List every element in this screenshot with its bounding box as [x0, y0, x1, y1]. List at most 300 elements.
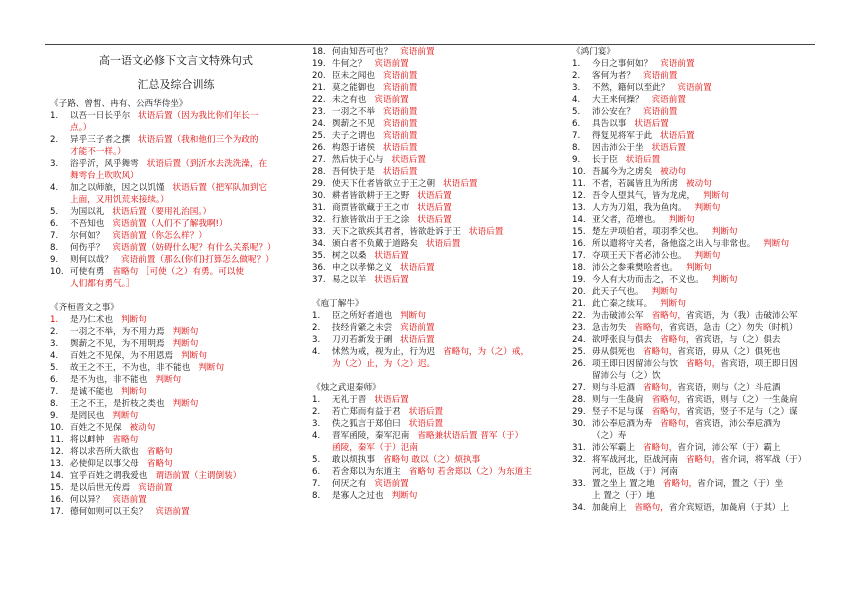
sentence-text: 人方为刀俎，我为鱼肉。	[592, 203, 687, 213]
sentence-pattern: 判断句	[391, 491, 418, 501]
sentence-text: 臣未之闻也	[332, 71, 375, 81]
item-number: 9.	[50, 411, 59, 421]
sentence-text: 行旅皆欲出于王之涂	[332, 215, 410, 225]
item-number: 15.	[50, 483, 64, 493]
sentence-explanation: 省介词，沛公军（于）霸上	[677, 443, 781, 453]
list-item	[572, 406, 834, 418]
sentence-text: 长于臣	[592, 155, 618, 165]
item-number: 19.	[572, 275, 586, 285]
list-item	[572, 250, 834, 262]
sentence-text: 楚左尹项伯者，项羽季父也。	[592, 227, 704, 237]
list-item	[50, 350, 302, 362]
section-title: 《烛之武退秦师》	[312, 383, 381, 393]
list-item	[572, 286, 834, 298]
sentence-pattern: 状语后置（因为我比你们年长一	[138, 111, 259, 121]
sentence-explanation: 省宾语，为（我）击破沛公军	[685, 311, 798, 321]
item-number: 18.	[312, 47, 326, 57]
sentence-pattern: 才能不一样。）	[70, 147, 126, 157]
column-1	[50, 46, 302, 518]
sentence-text: 吾何快于是	[332, 167, 375, 177]
item-number: 1.	[50, 111, 59, 121]
list-item	[50, 266, 302, 278]
item-number: 20.	[572, 287, 586, 297]
sentence-pattern: 判断句	[400, 311, 426, 321]
sentence-pattern: 宾语前置	[382, 83, 418, 93]
list-item	[50, 338, 302, 350]
list-item	[572, 238, 834, 250]
sentence-explanation: 省宾语，与（之）俱去	[694, 335, 781, 345]
item-number: 28.	[572, 395, 586, 405]
list-item	[50, 230, 302, 242]
list-item	[312, 106, 564, 118]
list-item	[572, 226, 834, 238]
sentence-text: 毋从俱死也	[592, 347, 635, 357]
sentence-pattern: 判断句	[763, 239, 790, 249]
list-item	[572, 502, 834, 514]
item-number: 4.	[312, 347, 321, 357]
sentence-text: 无礼于晋	[332, 395, 367, 405]
sentence-text: 所以遣将守关者，备他盗之出入与非常也。	[592, 239, 756, 249]
sentence-text: 未之有也	[332, 95, 367, 105]
list-item	[50, 134, 302, 146]
item-number: 18.	[572, 263, 586, 273]
item-number: 5.	[50, 363, 59, 373]
section-title: 《齐桓晋文之事》	[50, 303, 119, 313]
sentence-pattern: 省略句，	[634, 503, 669, 513]
item-number: 6.	[50, 219, 59, 229]
sentence-pattern: 宾语前置	[112, 495, 147, 505]
item-number: 2.	[312, 323, 321, 333]
sentence-pattern: 为（之）止，为（之）迟。	[332, 359, 436, 369]
item-number: 34.	[572, 503, 586, 513]
item-number: 33.	[572, 479, 586, 489]
sentence-pattern: 状语后置	[417, 203, 452, 213]
sentence-text: 牛何之？	[332, 59, 367, 69]
item-number: 2.	[50, 327, 59, 337]
sentence-pattern: 省略句，	[642, 347, 678, 357]
list-item	[572, 334, 834, 346]
list-item	[50, 386, 302, 398]
list-item	[50, 278, 302, 290]
list-item	[312, 322, 564, 334]
sentence-text: 吾令人望其气，皆为龙虎，	[592, 191, 696, 201]
sentence-text: 必使仰足以事父母	[70, 459, 139, 469]
item-number: 17.	[572, 251, 586, 261]
sentence-text: 何由知吾可也？	[332, 47, 393, 57]
list-item	[572, 178, 834, 190]
list-item	[572, 358, 834, 370]
list-item	[50, 470, 302, 482]
sentence-pattern: 判断句	[711, 227, 738, 237]
sentence-text: 德何如则可以王矣？	[70, 507, 148, 517]
item-number: 10.	[50, 267, 64, 277]
list-item	[312, 490, 564, 502]
list-item	[572, 454, 834, 466]
item-number: 10.	[572, 167, 586, 177]
sentence-explanation: 省介词，置之（于）坐	[697, 479, 784, 489]
sentence-text: 是罔民也	[70, 411, 105, 421]
list-item	[572, 298, 834, 310]
list-item	[572, 310, 834, 322]
list-item	[312, 394, 564, 406]
sentence-text: 得复见将军于此	[592, 131, 653, 141]
item-number: 13.	[50, 459, 64, 469]
sentence-text: 百姓之不见保，为不用恩焉	[70, 351, 174, 361]
list-item	[312, 214, 564, 226]
sentence-pattern: 宾语前置	[138, 483, 173, 493]
list-item	[572, 130, 834, 142]
item-number: 32.	[572, 455, 586, 465]
sentence-text: 因击沛公于坐	[592, 143, 644, 153]
sentence-text: 天下之欲疾其君者，皆欲赴诉于王	[332, 227, 461, 237]
sentence-text: 置之坐上 置之地	[592, 479, 655, 489]
sentence-text: 亚父者，范增也。	[592, 215, 661, 225]
sentence-text: 沛公军霸上	[592, 443, 635, 453]
sentence-text: 异乎三子者之撰	[70, 135, 131, 145]
sentence-text: 具告以事	[592, 119, 627, 129]
item-number: 1.	[572, 59, 581, 69]
sentence-text: 刀刃若新发于硎	[332, 335, 393, 345]
item-number: 36.	[312, 263, 326, 273]
item-number: 30.	[312, 191, 326, 201]
sentence-text: 敢以烦执事	[332, 455, 375, 465]
item-number: 32.	[312, 215, 326, 225]
list-item	[572, 346, 834, 358]
sentence-pattern: 判断句	[651, 287, 678, 297]
list-item	[572, 190, 834, 202]
list-item	[50, 158, 302, 170]
list-item	[50, 374, 302, 386]
sentence-text: 项王即日因留沛公与饮	[592, 359, 678, 369]
sentence-text: 今日之事何如？	[592, 59, 653, 69]
sentence-pattern: 省略句，	[642, 443, 678, 453]
item-number: 7.	[50, 231, 59, 241]
item-number: 34.	[312, 239, 326, 249]
list-item	[572, 394, 834, 406]
sentence-pattern: 宾语前置	[374, 479, 409, 489]
sentence-pattern: 状语后置	[374, 275, 409, 285]
sentence-text: 尔何如？	[70, 231, 105, 241]
sentence-pattern: 点。）	[70, 123, 92, 133]
list-item	[312, 358, 564, 370]
item-number: 27.	[572, 383, 586, 393]
sentence-text: 莫之能御也	[332, 83, 375, 93]
section-title: 《子路、曾皙、冉有、公西华侍坐》	[50, 99, 188, 109]
list-item	[572, 166, 834, 178]
top-rule	[45, 44, 815, 45]
item-number: 26.	[312, 143, 326, 153]
list-item	[312, 454, 564, 466]
list-item	[312, 130, 564, 142]
sentence-pattern: 状语后置	[400, 263, 435, 273]
list-item	[572, 466, 834, 478]
sentence-pattern: 状语后置	[417, 191, 452, 201]
sentence-pattern: 判断句	[172, 327, 199, 337]
item-number: 1.	[312, 311, 321, 321]
list-item	[572, 418, 834, 430]
list-item	[50, 494, 302, 506]
list-item	[312, 94, 564, 106]
sentence-pattern: 状语后置（我和他们三个为政的	[138, 135, 259, 145]
list-item	[50, 326, 302, 338]
sentence-text: 申之以孝悌之义	[332, 263, 393, 273]
sentence-pattern: 宾语前置（人们不了解我啊!）	[112, 219, 228, 229]
sentence-text: 加之以师旅，因之以饥馑	[70, 183, 165, 193]
item-number: 20.	[312, 71, 326, 81]
sentence-text: 怵然为戒，视为止，行为迟	[332, 347, 436, 357]
sentence-text: 加彘肩上	[592, 503, 627, 513]
sentence-text: 可使有勇	[70, 267, 105, 277]
list-item	[50, 410, 302, 422]
sentence-text: 为国以礼	[70, 207, 105, 217]
sentence-pattern: 省略句，	[660, 335, 695, 345]
sentence-text: 颁白者不负戴于道路矣	[332, 239, 418, 249]
sentence-pattern: 宾语前置	[642, 107, 678, 117]
sentence-pattern: 判断句	[155, 375, 182, 385]
sentence-text: 吾属今为之虏矣	[592, 167, 653, 177]
sentence-text: 则与一生彘肩	[592, 395, 644, 405]
sentence-text: 不然，籍何以至此？	[592, 83, 670, 93]
sentence-pattern: 宾语前置	[400, 323, 435, 333]
item-number: 3.	[312, 419, 321, 429]
column-2	[312, 46, 564, 502]
item-number: 17.	[50, 507, 64, 517]
sentence-explanation: 省介词，将军战（于）	[720, 455, 807, 465]
sentence-explanation: （之）寿	[592, 431, 627, 441]
sentence-pattern: 舞雩台上吹吹风）	[70, 171, 139, 181]
sentence-text: 则与斗卮酒	[592, 383, 635, 393]
item-number: 22.	[312, 95, 326, 105]
sentence-pattern: 省略句，	[685, 455, 721, 465]
sentence-text: 若舍郑以为东道主	[332, 467, 401, 477]
list-item	[572, 262, 834, 274]
item-number: 37.	[312, 275, 326, 285]
item-number: 3.	[312, 335, 321, 345]
sentence-pattern: 函陵，秦军（于）氾南	[332, 443, 418, 453]
item-number: 7.	[572, 131, 581, 141]
list-item	[312, 418, 564, 430]
item-number: 3.	[572, 83, 581, 93]
item-number: 4.	[50, 351, 59, 361]
sentence-list	[50, 314, 302, 518]
list-item	[50, 254, 302, 266]
sentence-pattern: 状语后置	[625, 155, 661, 165]
item-number: 12.	[572, 191, 586, 201]
sentence-text: 技经肯綮之未尝	[332, 323, 393, 333]
list-item	[50, 398, 302, 410]
list-item	[50, 314, 302, 326]
sentence-list	[312, 46, 564, 286]
sentence-text: 将军战河北，臣战河南	[592, 455, 678, 465]
list-item	[312, 274, 564, 286]
list-item	[572, 58, 834, 70]
list-item	[50, 146, 302, 158]
sentence-pattern: 状语后置	[468, 227, 504, 237]
list-item	[572, 70, 834, 82]
column-3	[572, 46, 834, 514]
list-item	[572, 202, 834, 214]
sentence-explanation: 省宾语，竖子不足与（之）谋	[685, 407, 798, 417]
item-number: 24.	[312, 119, 326, 129]
sentence-text: 不者，若属皆且为所虏	[592, 179, 678, 189]
document-title: 高一语文必修下文言文特殊句式	[99, 54, 253, 67]
sentence-text: 何伤乎？	[70, 243, 105, 253]
list-item	[50, 422, 302, 434]
item-number: 27.	[312, 155, 326, 165]
sentence-text: 佚之狐言于郑伯曰	[332, 419, 401, 429]
list-item	[312, 310, 564, 322]
sentence-text: 易之以羊	[332, 275, 367, 285]
item-number: 11.	[572, 179, 586, 189]
sentence-pattern: 宾语前置	[400, 47, 435, 57]
sentence-text: 是以后世无传焉	[70, 483, 131, 493]
list-item	[572, 490, 834, 502]
sentence-text: 舆薪之不见	[332, 119, 375, 129]
sentence-pattern: 状语后置	[634, 119, 669, 129]
list-item	[572, 214, 834, 226]
sentence-list	[572, 58, 834, 514]
sentence-text: 以吾一日长乎尔	[70, 111, 131, 121]
sentence-pattern: 省略句 若舍郑以（之）为东道主	[408, 467, 532, 477]
sentence-pattern: 状语后置	[382, 167, 418, 177]
item-number: 31.	[572, 443, 586, 453]
item-number: 5.	[312, 455, 321, 465]
sentence-text: 欲呼张良与俱去	[592, 335, 653, 345]
item-number: 6.	[572, 119, 581, 129]
item-number: 35.	[312, 251, 326, 261]
item-number: 28.	[312, 167, 326, 177]
sentence-pattern: 省略兼状语后置 晋军（于）	[417, 431, 524, 441]
item-number: 11.	[50, 435, 64, 445]
sentence-text: 不吾知也	[70, 219, 105, 229]
list-item	[312, 478, 564, 490]
list-item	[50, 218, 302, 230]
sentence-pattern: 宾语前置	[382, 71, 418, 81]
sentence-text: 构怨于诸侯	[332, 143, 375, 153]
sentence-pattern: 判断句	[120, 387, 147, 397]
list-item	[572, 370, 834, 382]
list-item	[50, 206, 302, 218]
list-item	[50, 242, 302, 254]
sentence-text: 宜乎百姓之谓我爱也	[70, 471, 148, 481]
sentence-pattern: 省略句，	[660, 419, 695, 429]
list-item	[572, 322, 834, 334]
sentence-pattern: 省略句，	[685, 359, 721, 369]
list-item	[312, 238, 564, 250]
sentence-pattern: 判断句	[694, 251, 721, 261]
list-item	[312, 178, 564, 190]
list-item	[572, 94, 834, 106]
item-number: 4.	[50, 183, 59, 193]
list-item	[312, 442, 564, 454]
sentence-text: 王之不王，是折枝之类也	[70, 399, 165, 409]
sentence-pattern: 宾语前置	[642, 71, 678, 81]
item-number: 5.	[572, 107, 581, 117]
item-number: 7.	[50, 387, 59, 397]
item-number: 4.	[312, 431, 321, 441]
item-number: 14.	[50, 471, 64, 481]
item-number: 1.	[50, 315, 59, 325]
item-number: 9.	[50, 255, 59, 265]
item-number: 4.	[572, 95, 581, 105]
sentence-explanation: 留沛公与（之）饮	[592, 371, 661, 381]
sentence-text: 沛公安在？	[592, 107, 635, 117]
sentence-pattern: 判断句	[198, 363, 225, 373]
list-item	[312, 466, 564, 478]
list-item	[312, 430, 564, 442]
item-number: 21.	[572, 299, 586, 309]
list-item	[312, 226, 564, 238]
item-number: 30.	[572, 419, 586, 429]
sentence-explanation: 省介宾短语，加彘肩（于其）上	[668, 503, 790, 513]
sentence-pattern: 状语后置（要用礼治国。）	[112, 207, 212, 217]
sentence-list	[312, 394, 564, 502]
sentence-text: 将以衅钟	[70, 435, 105, 445]
sentence-list	[50, 110, 302, 290]
sentence-pattern: 宾语前置	[155, 507, 190, 517]
sentence-pattern: 宾语前置（那么(你们)打算怎么做呢？）	[120, 255, 274, 265]
sentence-pattern: 宾语前置	[374, 59, 409, 69]
list-item	[312, 58, 564, 70]
sentence-text: 为击破沛公军	[592, 311, 644, 321]
sentence-pattern: 省略句 敢以（之）烦执事	[382, 455, 481, 465]
sentence-pattern: 省略句，为（之）戒，	[443, 347, 530, 357]
list-item	[50, 458, 302, 470]
list-item	[312, 262, 564, 274]
sentence-pattern: 省略句 ［可使（之）有勇。可以使	[112, 267, 245, 277]
sentence-pattern: 判断句	[181, 351, 207, 361]
sentence-pattern: 状语后置	[382, 143, 418, 153]
sentence-text: 何厌之有	[332, 479, 367, 489]
sentence-pattern: 被动句	[685, 179, 712, 189]
sentence-pattern: 被动句	[660, 167, 686, 177]
sentence-pattern: 状语后置	[660, 131, 695, 141]
item-number: 21.	[312, 83, 326, 93]
sentence-pattern: 人们都有勇气。］	[70, 279, 135, 289]
sentence-pattern: 状语后置	[374, 395, 409, 405]
list-item	[312, 82, 564, 94]
sentence-text: 急击勿失	[592, 323, 627, 333]
sentence-text: 是乃仁术也	[70, 315, 113, 325]
item-number: 8.	[50, 243, 59, 253]
sentence-pattern: 上面，又用饥荒来接续。）	[70, 195, 169, 205]
sentence-pattern: 宾语前置（你怎么样？）	[112, 231, 207, 241]
sentence-pattern: 宾语前置	[660, 59, 695, 69]
sentence-pattern: 谓语前置（主谓倒装）	[155, 471, 242, 481]
list-item	[312, 46, 564, 58]
sentence-pattern: 判断句	[703, 191, 729, 201]
sentence-explanation: 省宾语，项王即日因	[720, 359, 798, 369]
list-item	[312, 406, 564, 418]
sentence-pattern: 状语后置	[408, 419, 444, 429]
sentence-pattern: 状语后置	[400, 335, 435, 345]
sentence-pattern: 宾语前置	[677, 83, 712, 93]
item-number: 13.	[572, 203, 586, 213]
sentence-pattern: 省略句，	[642, 383, 678, 393]
list-item	[50, 170, 302, 182]
sentence-pattern: 宾语前置	[374, 95, 409, 105]
sentence-text: 沛公奉卮酒为寿	[592, 419, 653, 429]
list-item	[50, 110, 302, 122]
list-item	[572, 442, 834, 454]
sentence-text: 竖子不足与谋	[592, 407, 644, 417]
item-number: 12.	[50, 447, 64, 457]
list-item	[312, 166, 564, 178]
sentence-text: 大王来何操？	[592, 95, 644, 105]
sentence-pattern: 判断句	[685, 263, 712, 273]
item-number: 23.	[312, 107, 326, 117]
sentence-text: 此天子气也。	[592, 287, 644, 297]
